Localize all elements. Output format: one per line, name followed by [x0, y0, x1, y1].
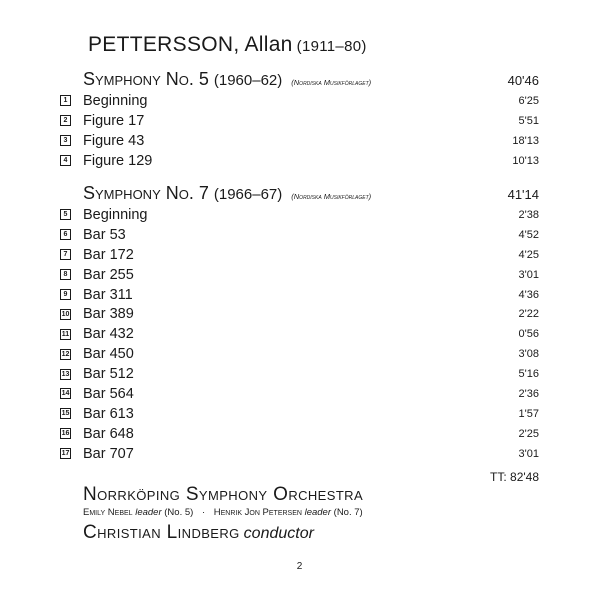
track-number-box: 9: [60, 289, 71, 300]
track-row: [60, 131, 539, 151]
track-duration: 2'25: [518, 427, 539, 440]
track-duration: 5'51: [518, 114, 539, 127]
track-label: Bar 707: [83, 445, 134, 462]
track-label: Figure 43: [83, 132, 145, 149]
track-duration: 3'01: [518, 268, 539, 281]
track-duration: 4'52: [518, 228, 539, 241]
track-row: [60, 324, 539, 344]
track-label: Bar 450: [83, 346, 134, 363]
leader-role: leader: [304, 507, 332, 518]
track-label: Bar 389: [83, 306, 134, 323]
track-row: [60, 384, 539, 404]
track-duration: 5'16: [518, 368, 539, 381]
leader-note: (No. 5): [164, 507, 194, 518]
work-years: (1960–62): [213, 72, 283, 89]
orchestra-name: Norrköping Symphony Orchestra: [83, 484, 364, 505]
track-label: Bar 648: [83, 425, 134, 442]
work-title-symphony-7: [83, 183, 539, 204]
track-number-box: 10: [61, 310, 70, 318]
work-publisher: (Nordiska Musikförlaget): [291, 192, 372, 201]
track-duration: 18'13: [512, 134, 539, 147]
track-duration: 6'25: [518, 94, 539, 107]
track-duration: 3'08: [518, 348, 539, 361]
work-publisher: (Nordiska Musikförlaget): [291, 78, 372, 87]
leader-name: Henrik Jon Petersen: [213, 507, 302, 518]
track-duration: 4'25: [518, 248, 539, 261]
total-time: TT: 82'48: [490, 470, 539, 484]
track-number-box: 5: [60, 209, 71, 220]
track-label: Beginning: [83, 206, 148, 223]
work-duration: 40'46: [507, 73, 539, 88]
track-duration: 2'22: [518, 308, 539, 321]
track-number-box: 7: [60, 249, 71, 260]
track-label: Bar 53: [83, 226, 126, 243]
track-label: Bar 432: [83, 326, 134, 343]
leaders-line: [83, 507, 363, 518]
track-row: [60, 91, 539, 111]
track-row: [60, 344, 539, 364]
conductor-name: Christian Lindberg: [83, 522, 240, 543]
track-duration: 1'57: [518, 407, 539, 420]
work-name: Symphony No. 7: [83, 183, 209, 203]
track-label: Beginning: [83, 92, 148, 109]
track-row: [60, 404, 539, 424]
track-row: [60, 364, 539, 384]
track-number-box: 12: [61, 350, 70, 358]
track-number-box: 11: [61, 330, 70, 338]
page-number: 2: [296, 561, 303, 572]
track-number-box: 4: [60, 155, 71, 166]
track-list-symphony-5: [60, 91, 539, 171]
track-number-box: 1: [60, 95, 71, 106]
track-row: [60, 444, 539, 464]
track-number-box: 2: [60, 115, 71, 126]
composer-name: PETTERSSON, Allan: [88, 33, 293, 56]
track-list-symphony-7: [60, 205, 539, 464]
track-number-box: 14: [61, 390, 70, 398]
track-row: [60, 424, 539, 444]
track-row: [60, 265, 539, 285]
track-row: [60, 285, 539, 305]
track-label: Bar 311: [83, 286, 133, 303]
conductor-line: [83, 522, 314, 544]
leader-note: (No. 7): [333, 507, 363, 518]
track-duration: 2'38: [518, 208, 539, 221]
track-row: [60, 151, 539, 171]
leader-name: Emily Nebel: [83, 507, 133, 518]
track-duration: 4'36: [518, 288, 539, 301]
track-row: [60, 225, 539, 245]
work-duration: 41'14: [507, 187, 539, 202]
track-label: Bar 255: [83, 266, 134, 283]
track-number-box: 17: [61, 450, 70, 458]
separator-dot: ·: [201, 507, 206, 518]
track-row: [60, 111, 539, 131]
track-number-box: 6: [60, 229, 71, 240]
track-label: Bar 613: [83, 405, 134, 422]
conductor-role: conductor: [243, 525, 314, 542]
track-label: Bar 564: [83, 385, 134, 402]
work-title-symphony-5: [83, 69, 539, 90]
track-row: [60, 245, 539, 265]
work-years: (1966–67): [213, 186, 283, 203]
track-row: [60, 205, 539, 225]
leader-role: leader: [135, 507, 162, 518]
composer-heading: [88, 33, 367, 57]
composer-dates: (1911–80): [296, 38, 367, 55]
work-name: Symphony No. 5: [83, 69, 209, 89]
track-number-box: 16: [61, 430, 70, 438]
track-duration: 0'56: [518, 328, 539, 341]
track-duration: 3'01: [518, 447, 539, 460]
track-label: Figure 17: [83, 112, 145, 129]
track-label: Bar 172: [83, 246, 134, 263]
track-row: [60, 304, 539, 324]
track-duration: 10'13: [512, 154, 539, 167]
track-label: Bar 512: [83, 366, 134, 383]
track-duration: 2'36: [518, 387, 539, 400]
track-number-box: 15: [61, 410, 70, 418]
track-number-box: 3: [60, 135, 71, 146]
track-number-box: 8: [60, 269, 71, 280]
track-label: Figure 129: [83, 152, 153, 169]
track-number-box: 13: [61, 370, 70, 378]
